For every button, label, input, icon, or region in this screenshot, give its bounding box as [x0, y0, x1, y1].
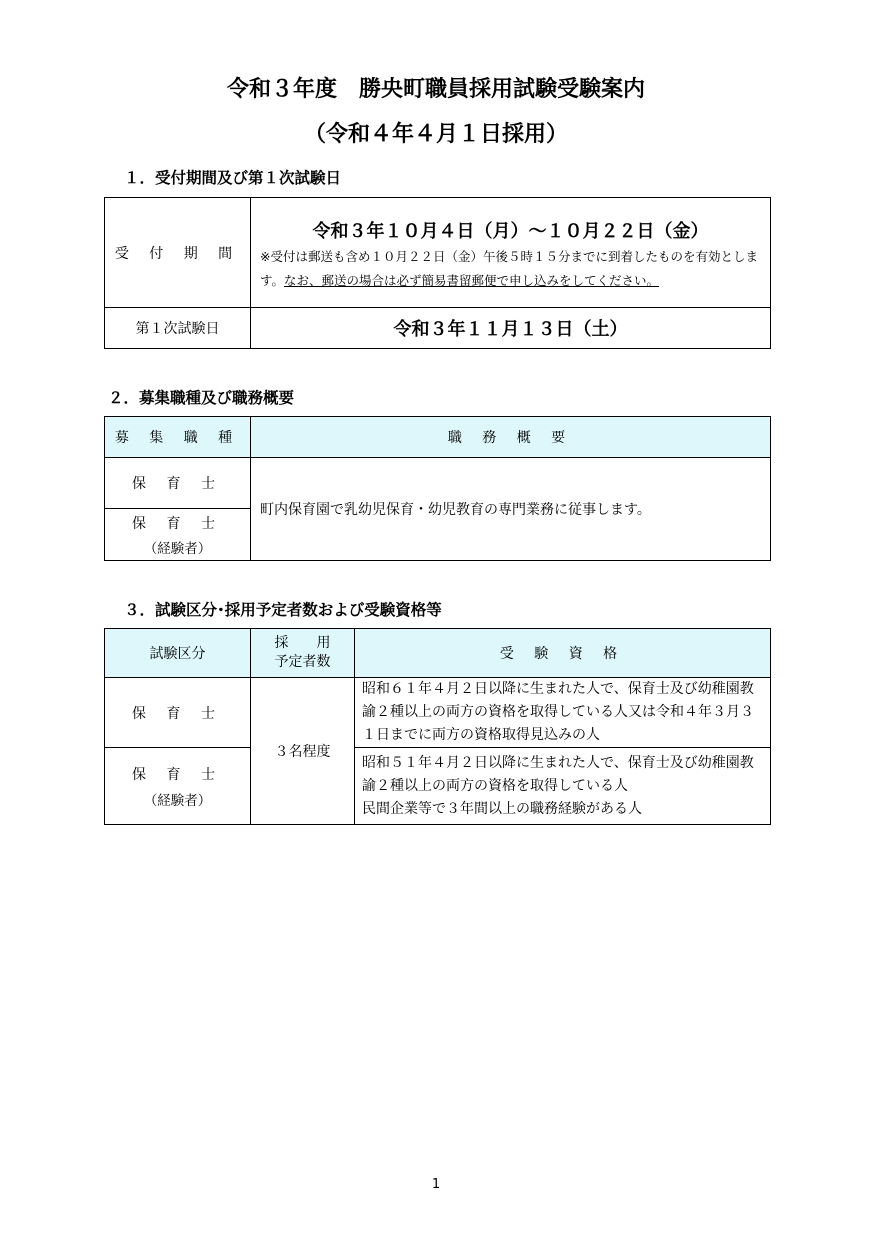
qualification-header: 受 験 資 格: [355, 629, 771, 678]
job-type-table: [104, 416, 771, 561]
reception-note-part1: ※受付は郵送も含め１０月２２日（金）午後５時１５分までに到着したものを有効とします。: [260, 249, 758, 288]
job-type-header: 募 集 職 種: [105, 417, 251, 458]
document-subtitle: （令和４年４月１日採用）: [303, 122, 568, 147]
qualification-nursery: 昭和６１年４月２日以降に生まれた人で、保育士及び幼稚園教諭２種以上の両方の資格を取得している人又は令和４年３月３１日までに両方の資格取得見込みの人: [355, 678, 771, 748]
planned-count-header-line2: 予定者数: [274, 654, 331, 670]
exam-category-header: 試験区分: [105, 629, 251, 678]
job-nursery-experienced: [105, 509, 251, 561]
qualification-experienced-line2: 民間企業等で３年間以上の職務経験がある人: [362, 800, 642, 817]
exam-date: 令和３年１１月１３日（土）: [251, 308, 771, 349]
duty-description: 町内保育園で乳幼児保育・幼児教育の専門業務に従事します。: [251, 458, 771, 561]
job-nursery-experienced-title: 保 育 士: [132, 515, 223, 532]
section3-heading: ３．試験区分･採用予定者数および受験資格等: [124, 601, 442, 619]
duty-header: 職 務 概 要: [251, 417, 771, 458]
category-nursery-experienced-sub: （経験者）: [143, 792, 212, 809]
job-nursery-experienced-sub: （経験者）: [143, 540, 212, 557]
job-nursery: 保 育 士: [105, 458, 251, 509]
reception-label: 受 付 期 間: [105, 198, 251, 308]
section2-heading: ２．募集職種及び職務概要: [108, 389, 295, 407]
page-number: 1: [431, 1177, 441, 1192]
reception-period: 令和３年１０月４日（月）～１０月２２日（金）: [312, 221, 709, 242]
reception-note-part2: なお、郵送の場合は必ず簡易書留郵便で申し込みをしてください。: [284, 273, 660, 288]
reception-note: [251, 245, 770, 293]
qualification-experienced-line1: 昭和５１年４月２日以降に生まれた人で、保育士及び幼稚園教諭２種以上の両方の資格を取得している人: [362, 754, 754, 794]
category-nursery: 保 育 士: [105, 678, 251, 748]
qualification-table: [104, 628, 771, 825]
reception-cell: [251, 198, 771, 308]
planned-count-header-line1: 採 用: [274, 635, 331, 651]
qualification-nursery-experienced: [355, 748, 771, 825]
document-title: 令和３年度 勝央町職員採用試験受験案内: [226, 77, 645, 102]
exam-label: 第１次試験日: [105, 308, 251, 349]
category-nursery-experienced-title: 保 育 士: [132, 766, 223, 783]
planned-count: ３名程度: [251, 678, 355, 825]
planned-count-header: [251, 629, 355, 678]
section1-heading: １．受付期間及び第１次試験日: [124, 169, 342, 187]
category-nursery-experienced: [105, 748, 251, 825]
reception-schedule-table: [104, 197, 771, 349]
